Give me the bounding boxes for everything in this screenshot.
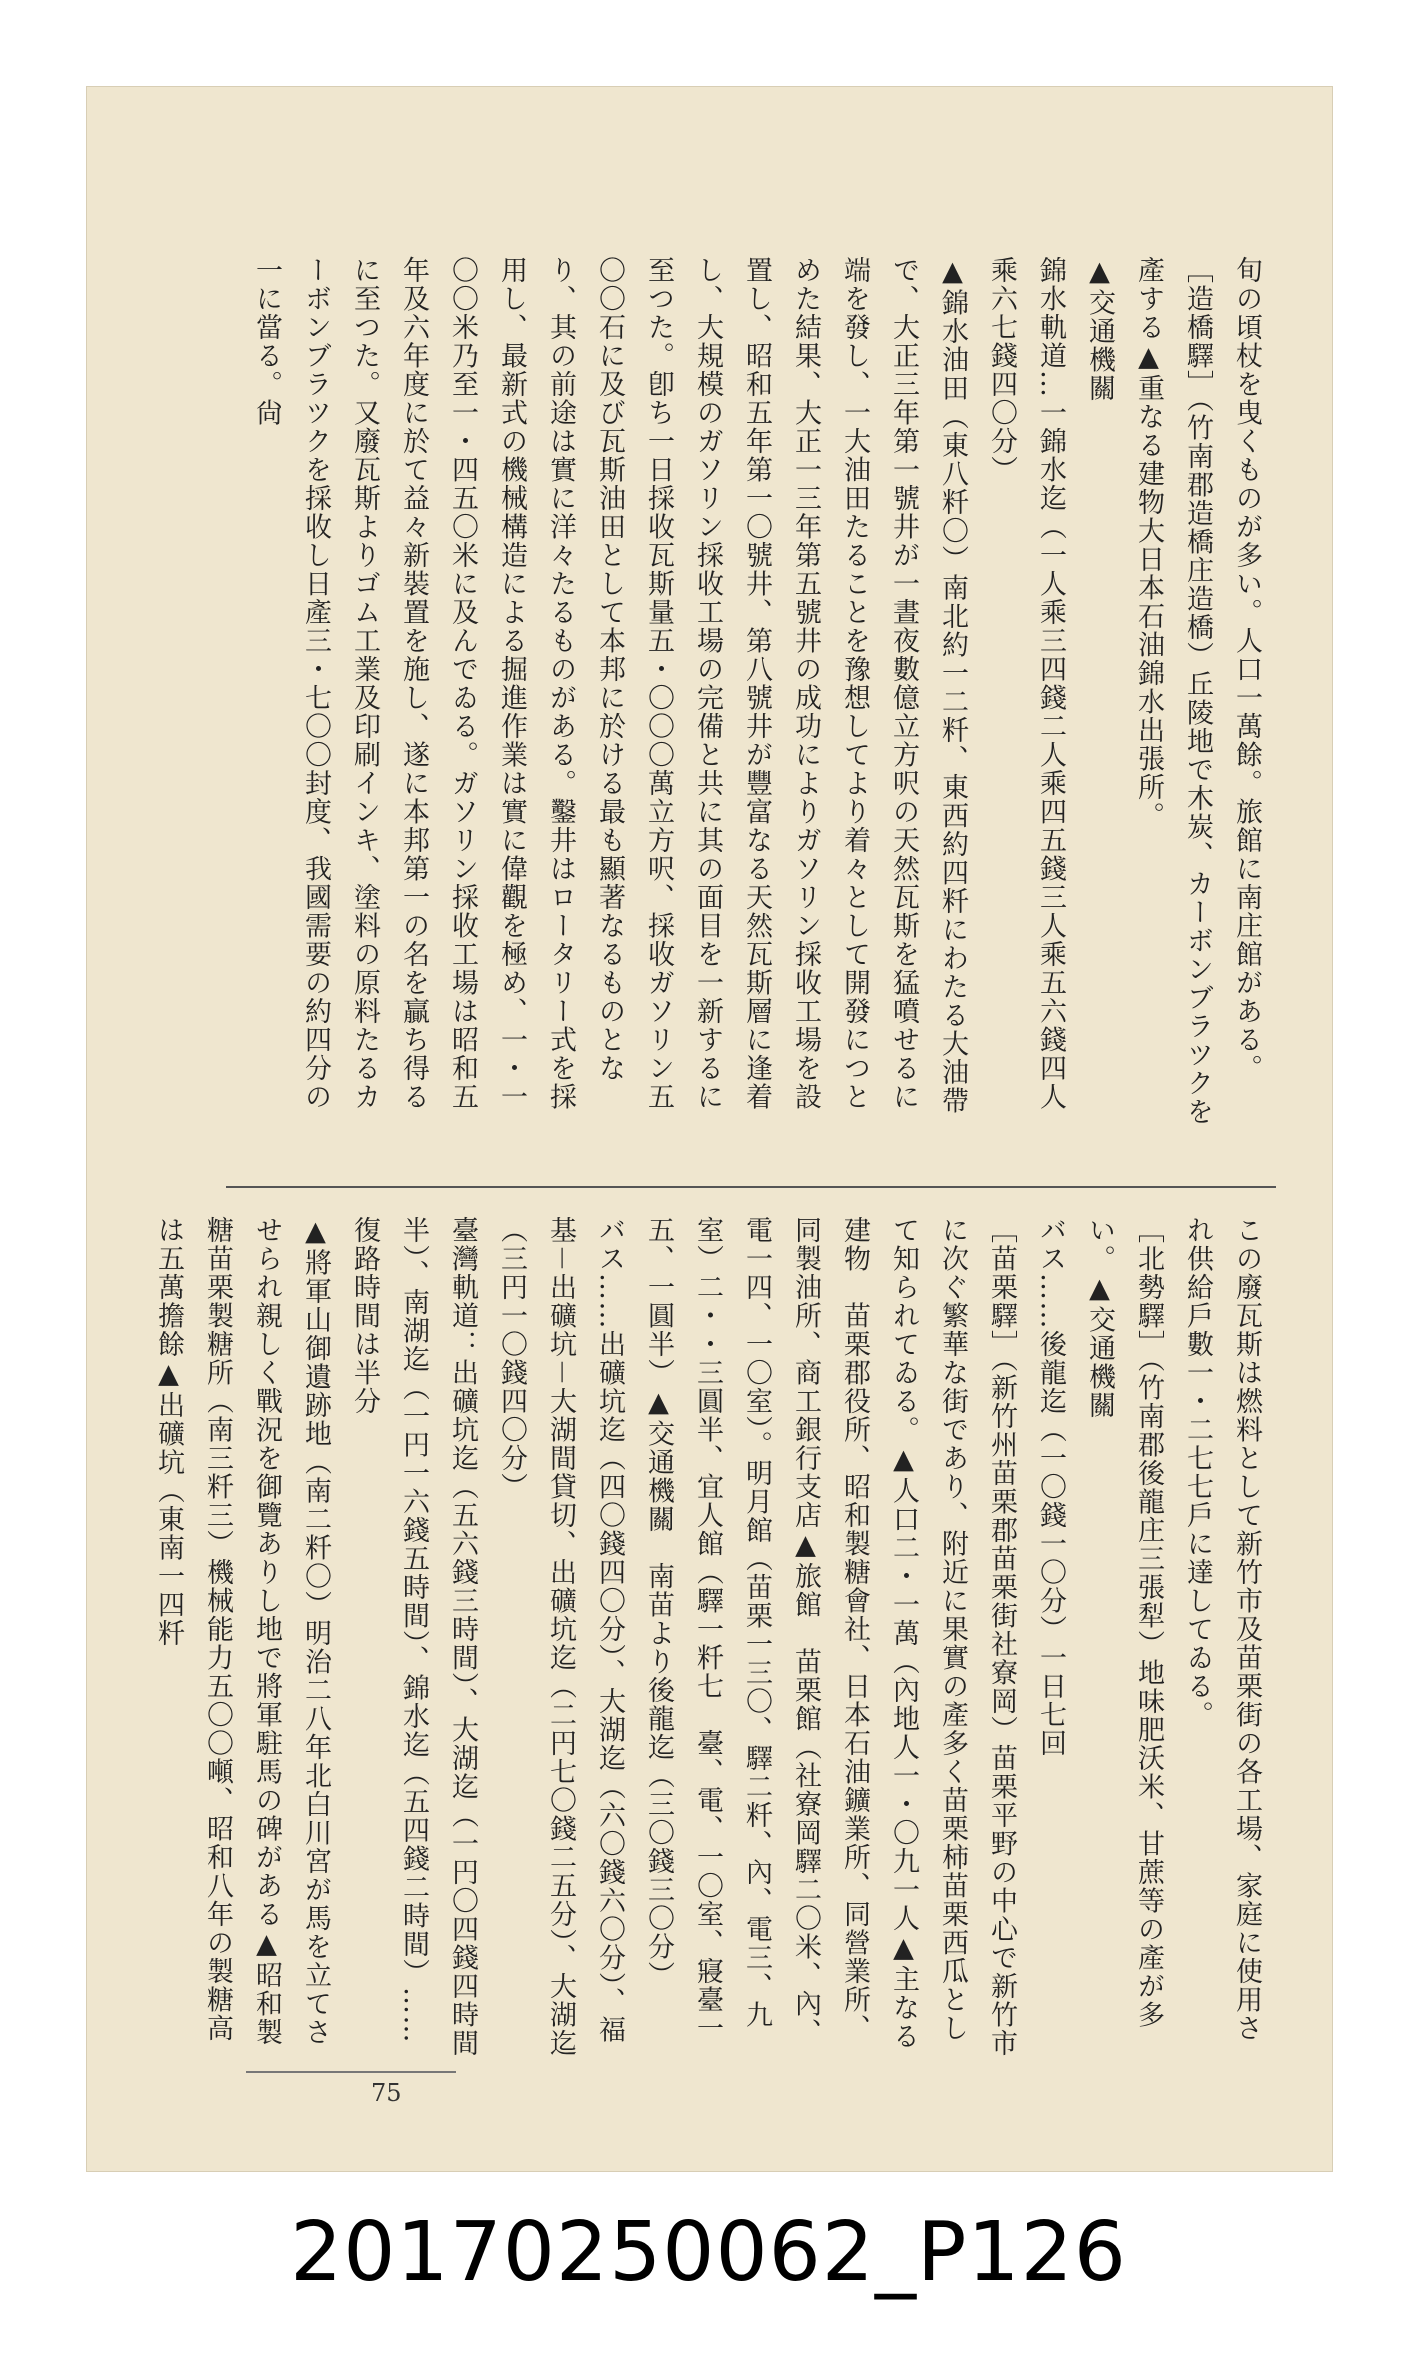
lower-text-block: この廢瓦斯は燃料として新竹市及苗栗街の各工場、家庭に使用され供給戶數一・二七七戶に達してゐる。 ［北勢驛］（竹南郡後龍庄三張犁）地味肥沃米、甘蔗等の產が多い。▲交通機關 バス……後龍迄（一〇錢一〇分）一日七回 ［苗栗驛］（新竹州苗栗郡苗栗街社寮岡）苗栗平野の中心で新竹市に次ぐ繁華な街であり、附近に果實の產多く苗栗柿苗栗西瓜として知られてゐる。▲人口二・一萬（內地人一・〇九一人▲主なる建物 苗栗郡役所、昭和製糖會社、日本石油鑛業所、同營業所、同製油所、商工銀行支店▲旅館 苗栗館（社寮岡驛二〇米、內、電一四、一〇室）。明月館（苗栗一三〇、驛二粁、內、電三、九室）二・・三圓半、宜人館（驛一粁七 臺、電、一〇室、寢臺一五、一圓半）▲交通機關 南苗より後龍迄（三〇錢三〇分） バス……出礦坑迄（四〇錢四〇分）、大湖迄（六〇錢六〇分）、福基－出礦坑－大湖間貸切、出礦坑迄（二円七〇錢二五分）、大湖迄（三円一〇錢四〇分） 臺灣軌道：出礦坑迄（五六錢三時間）、大湖迄（一円〇四錢四時間半）、南湖迄（一円一六錢五時間）、錦水迄（五四錢二時間）……復路時間は半分 ▲將軍山御遺跡地（南二粁〇）明治二八年北白川宮が馬を立てさせられ親しく戰況を御覽ありし地で將軍駐馬の碑がある▲昭和製糖苗栗製糖所（南三粁三）機械能力五〇〇噸、昭和八年の製糖高は五萬擔餘▲出礦坑（東南一四粁 [153,1216,1262,2058]
scanned-page [86,86,1333,2172]
page-number: 75 [371,2079,402,2107]
upper-text-block: 旬の頃杖を曳くものが多い。人口一萬餘。旅館に南庄館がある。 ［造橋驛］（竹南郡造橋庄造橋）丘陵地で木炭、カーボンブラツクを產する▲重なる建物大日本石油錦水出張所。 ▲交通機關 錦水軌道…一錦水迄（一人乘三四錢二人乘四五錢三人乘五六錢四人乘六七錢四〇分） ▲錦水油田（東八粁〇）南北約一二粁、東西約四粁にわたる大油帶で、大正三年第一號井が一晝夜數億立方呎の天然瓦斯を猛噴せるに端を發し、一大油田たることを豫想してより着々として開發につとめた結果、大正一三年第五號井の成功によりガソリン採收工場を設置し、昭和五年第一〇號井、第八號井が豐富なる天然瓦斯層に逢着し、大規模のガソリン採收工場の完備と共に其の面目を一新するに至つた。卽ち一日採收瓦斯量五・〇〇〇萬立方呎、採收ガソリン五〇〇石に及び瓦斯油田として本邦に於ける最も顯著なるものとなり、其の前途は實に洋々たるものがある。鑿井はロータリー式を採用し、最新式の機械構造による掘進作業は實に偉觀を極め、一・一〇〇米乃至一・四五〇米に及んでゐる。ガソリン採收工場は昭和五年及六年度に於て益々新裝置を施し、遂に本邦第一の名を贏ち得るに至つた。又廢瓦斯よりゴム工業及印刷インキ、塗料の原料たるカーボンブラツクを採收し日產三・七〇〇封度、我國需要の約四分の一に當る。尙 [251,256,1262,1126]
catalog-id-caption: 20170250062_P126 [290,2205,1127,2300]
section-divider [226,1186,1276,1188]
page-number-rule [246,2071,456,2073]
